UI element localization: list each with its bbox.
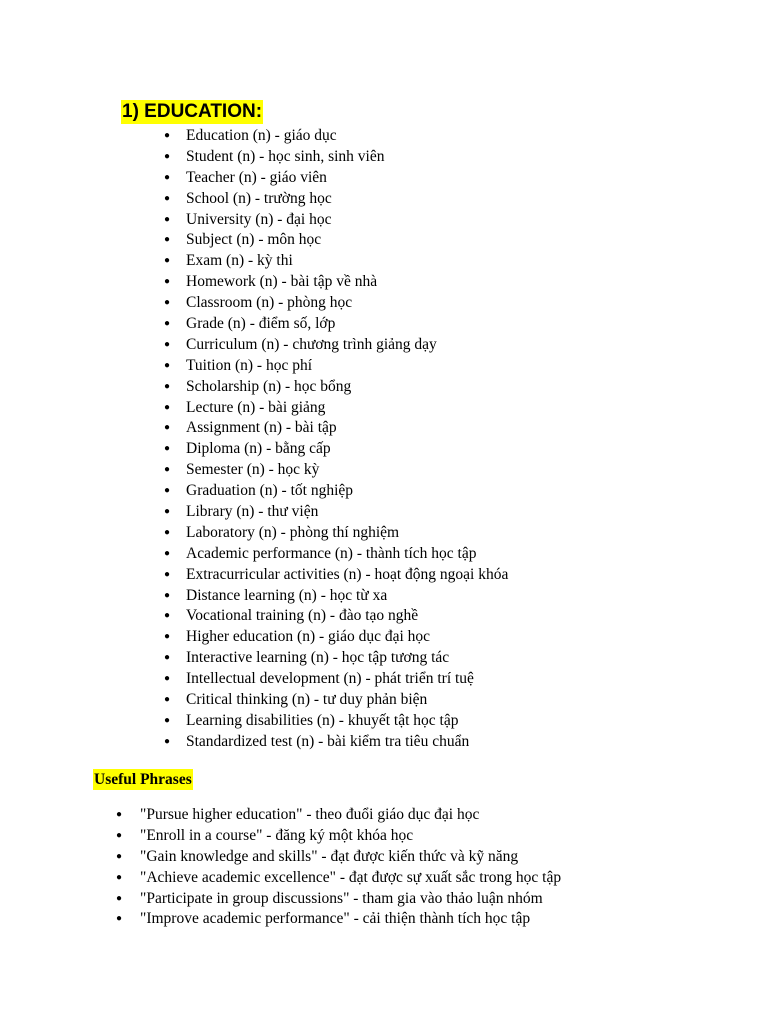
vocab-item: ● Learning disabilities (n) - khuyết tật học tập [186, 711, 508, 732]
vocab-item: ● Interactive learning (n) - học tập tương tác [186, 648, 508, 669]
vocab-item: ● Diploma (n) - bằng cấp [186, 439, 508, 460]
phrase-item: ● "Improve academic performance" - cải thiện thành tích học tập [140, 909, 561, 930]
vocab-item: ● Laboratory (n) - phòng thí nghiệm [186, 523, 508, 544]
vocab-item: ● Curriculum (n) - chương trình giảng dạy [186, 335, 508, 356]
vocab-item: ● Subject (n) - môn học [186, 230, 508, 251]
phrase-item: ● "Achieve academic excellence" - đạt được sự xuất sắc trong học tập [140, 868, 561, 889]
vocab-item: ● Classroom (n) - phòng học [186, 293, 508, 314]
vocab-item: ● Standardized test (n) - bài kiểm tra tiêu chuẩn [186, 732, 508, 753]
vocab-item: ● Assignment (n) - bài tập [186, 418, 508, 439]
phrase-item: ● "Pursue higher education" - theo đuổi giáo dục đại học [140, 805, 561, 826]
vocab-item: ● Higher education (n) - giáo dục đại học [186, 627, 508, 648]
vocab-item: ● University (n) - đại học [186, 210, 508, 231]
vocab-item: ● School (n) - trường học [186, 189, 508, 210]
vocab-item: ● Grade (n) - điểm số, lớp [186, 314, 508, 335]
vocab-item: ● Education (n) - giáo dục [186, 126, 508, 147]
vocab-item: ● Exam (n) - kỳ thi [186, 251, 508, 272]
vocab-item: ● Tuition (n) - học phí [186, 356, 508, 377]
vocab-item: ● Critical thinking (n) - tư duy phản biện [186, 690, 508, 711]
phrase-item: ● "Gain knowledge and skills" - đạt được kiến thức và kỹ năng [140, 847, 561, 868]
vocab-item: ● Scholarship (n) - học bổng [186, 377, 508, 398]
vocab-item: ● Library (n) - thư viện [186, 502, 508, 523]
vocab-item: ● Teacher (n) - giáo viên [186, 168, 508, 189]
phrase-item: ● "Enroll in a course" - đăng ký một khóa học [140, 826, 561, 847]
vocab-item: ● Extracurricular activities (n) - hoạt động ngoại khóa [186, 565, 508, 586]
vocab-item: ● Graduation (n) - tốt nghiệp [186, 481, 508, 502]
useful-phrases-heading: Useful Phrases [94, 771, 192, 788]
vocab-item: ● Homework (n) - bài tập về nhà [186, 272, 508, 293]
vocab-item: ● Student (n) - học sinh, sinh viên [186, 147, 508, 168]
vocabulary-list [186, 126, 508, 753]
vocab-item: ● Semester (n) - học kỳ [186, 460, 508, 481]
vocab-item: ● Lecture (n) - bài giảng [186, 398, 508, 419]
vocab-item: ● Vocational training (n) - đào tạo nghề [186, 606, 508, 627]
section-heading: 1) EDUCATION: [122, 101, 263, 122]
useful-phrases-list [140, 805, 561, 930]
vocab-item: ● Distance learning (n) - học từ xa [186, 586, 508, 607]
vocab-item: ● Intellectual development (n) - phát triển trí tuệ [186, 669, 508, 690]
vocab-item: ● Academic performance (n) - thành tích học tập [186, 544, 508, 565]
phrase-item: ● "Participate in group discussions" - tham gia vào thảo luận nhóm [140, 889, 561, 910]
